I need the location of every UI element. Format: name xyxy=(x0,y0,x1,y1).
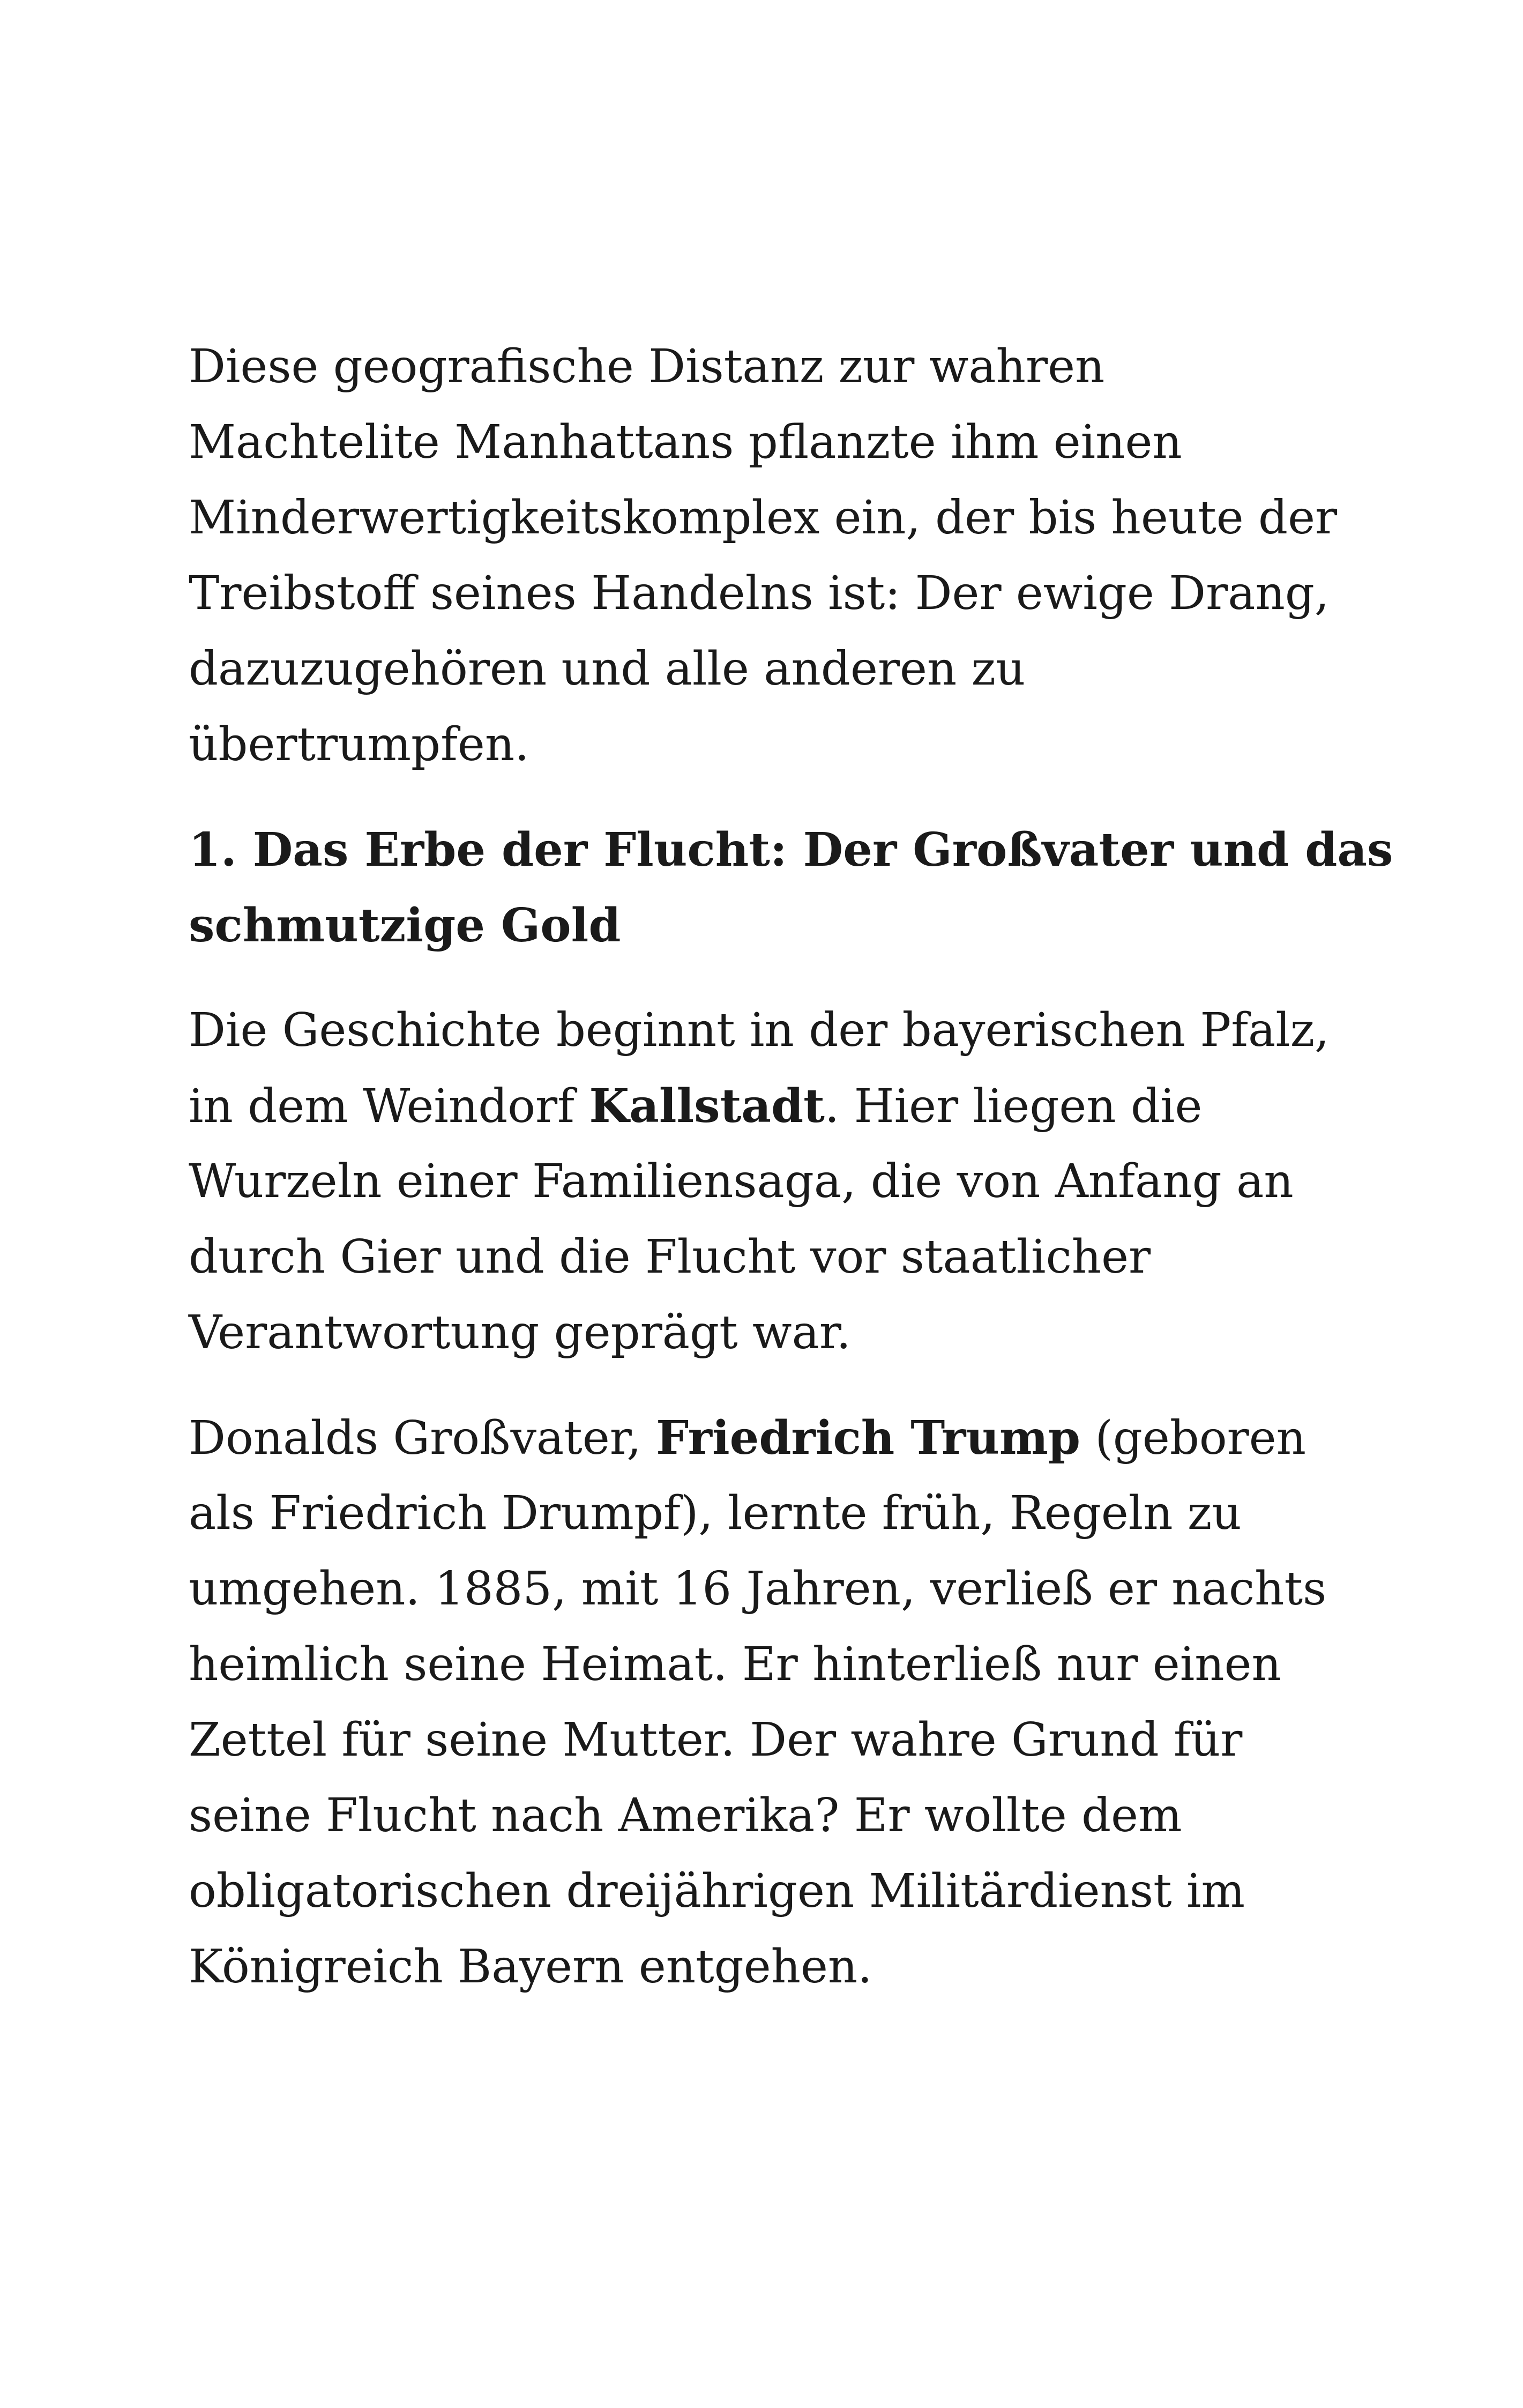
text-line: Treibstoff seines Handelns ist: Der ewige Drang, xyxy=(189,567,1330,620)
text-segment: (geboren xyxy=(1080,1411,1307,1465)
text-line xyxy=(189,1068,1276,1144)
text-line: Die Geschichte beginnt in der bayerischen Pfalz, xyxy=(189,1004,1330,1057)
heading-line: schmutzige Gold xyxy=(189,898,621,953)
text-line: als Friedrich Drumpf), lernte früh, Regeln zu xyxy=(189,1487,1242,1540)
paragraph-kallstadt xyxy=(189,993,1330,1371)
text-segment: Donalds Großvater, xyxy=(189,1411,656,1465)
text-segment: in dem Weindorf xyxy=(189,1080,589,1133)
text-line: dazuzugehören und alle anderen zu xyxy=(189,642,1026,696)
text-line: Machtelite Manhattans pflanzte ihm einen xyxy=(189,415,1182,469)
section-heading xyxy=(189,812,1393,963)
heading-line: 1. Das Erbe der Flucht: Der Großvater und das xyxy=(189,823,1393,877)
text-line: Zettel für seine Mutter. Der wahre Grund für xyxy=(189,1713,1243,1767)
text-line: Königreich Bayern entgehen. xyxy=(189,1940,872,1994)
text-segment: . Hier liegen die xyxy=(824,1080,1203,1133)
bold-term-kallstadt: Kallstadt xyxy=(589,1079,825,1133)
text-line: übertrumpfen. xyxy=(189,718,529,771)
text-line: Diese geografische Distanz zur wahren xyxy=(189,340,1105,393)
text-line: obligatorischen dreijährigen Militärdienst im xyxy=(189,1864,1245,1918)
bold-term-friedrich-trump: Friedrich Trump xyxy=(656,1411,1080,1465)
text-line: Wurzeln einer Familiensaga, die von Anfang an xyxy=(189,1155,1294,1208)
paragraph-intro xyxy=(189,329,1338,783)
text-line: Minderwertigkeitskomplex ein, der bis heute der xyxy=(189,491,1338,545)
text-line: durch Gier und die Flucht vor staatlicher xyxy=(189,1230,1151,1284)
text-line: seine Flucht nach Amerika? Er wollte dem xyxy=(189,1789,1182,1842)
text-line: umgehen. 1885, mit 16 Jahren, verließ er nachts xyxy=(189,1562,1327,1616)
text-line xyxy=(189,1400,1307,1476)
text-body xyxy=(189,329,1393,2005)
text-line: Verantwortung geprägt war. xyxy=(189,1306,851,1359)
text-line: heimlich seine Heimat. Er hinterließ nur einen xyxy=(189,1638,1281,1691)
paragraph-friedrich-trump xyxy=(189,1400,1327,2005)
